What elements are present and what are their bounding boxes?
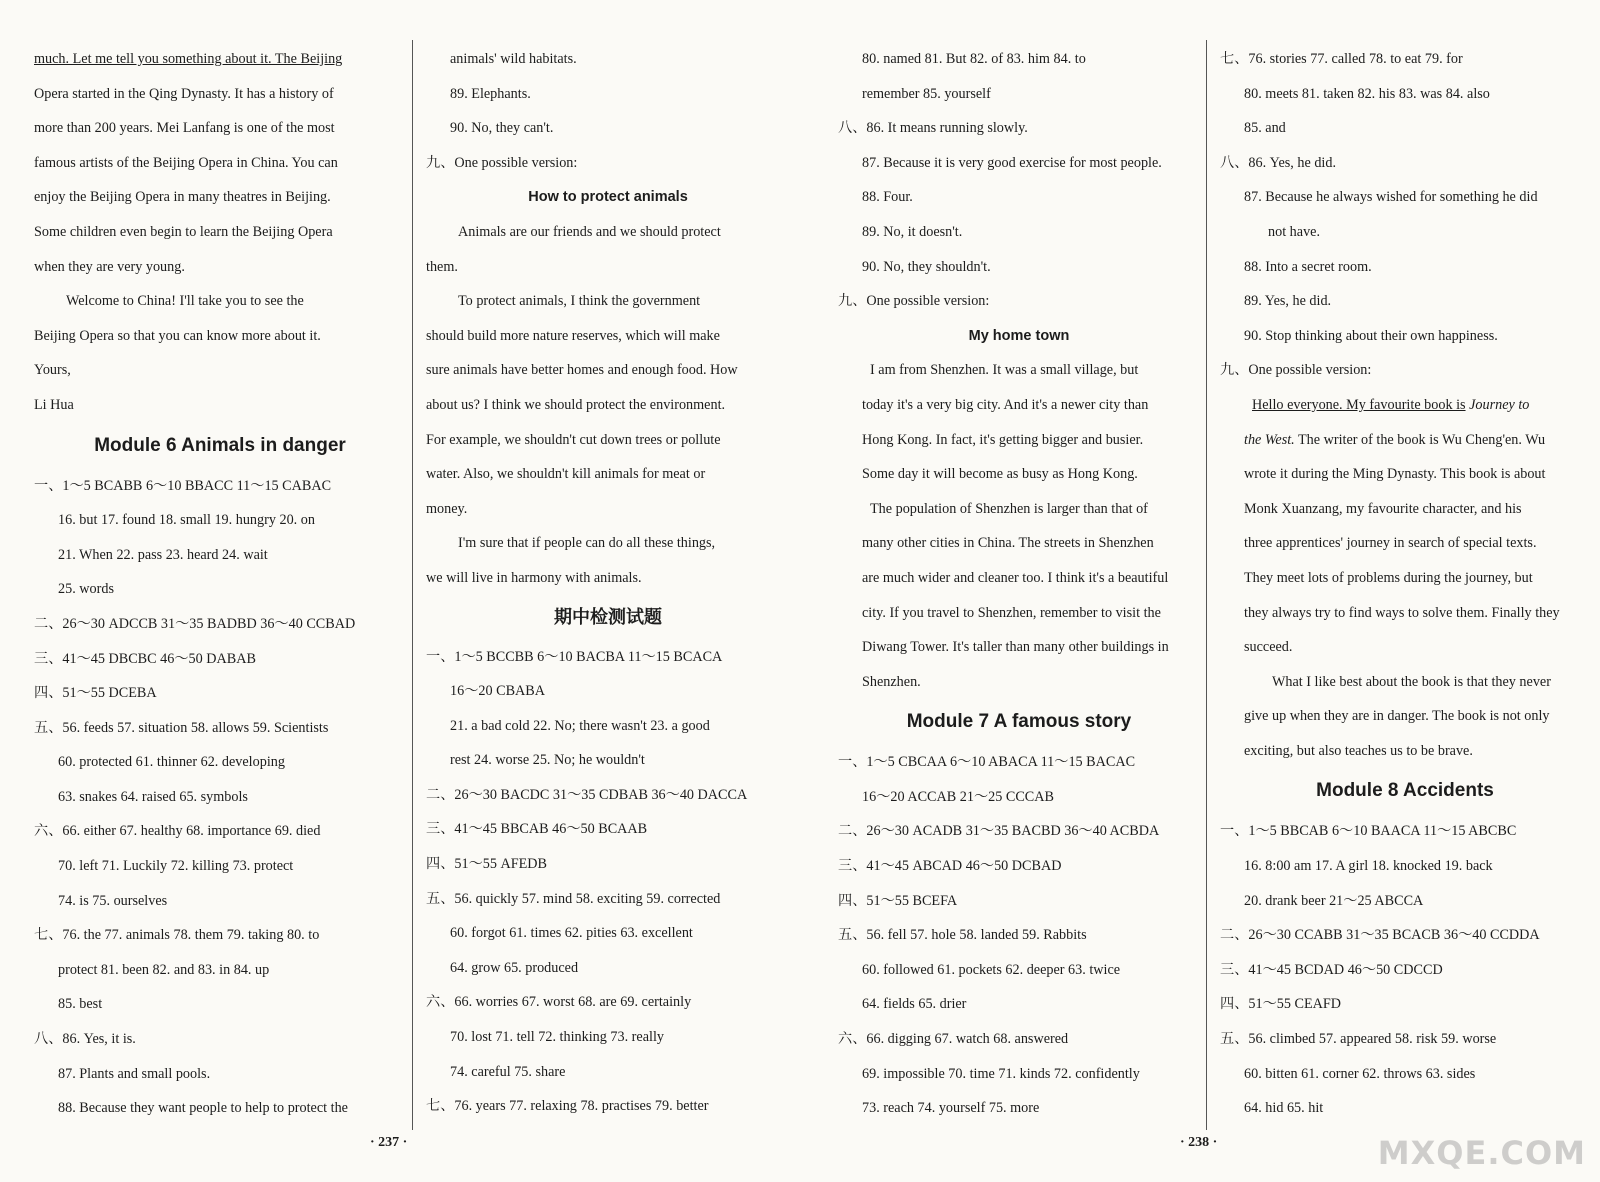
answer-line: 九、One possible version: — [838, 293, 990, 310]
essay-line: Diwang Tower. It's taller than many other buildings in — [862, 639, 1169, 656]
answer-line: 64. fields 65. drier — [862, 996, 967, 1013]
column-1 — [34, 42, 406, 1126]
essay-line: Hong Kong. In fact, it's getting bigger and busier. — [862, 431, 1144, 448]
column-3 — [838, 42, 1200, 1126]
answer-line: 21. When 22. pass 23. heard 24. wait — [58, 546, 268, 563]
essay-line: them. — [426, 258, 458, 275]
essay-line: What I like best about the book is that they never — [1272, 673, 1551, 690]
answer-line: 四、51～55 CEAFD — [1220, 996, 1341, 1013]
essay-line: sure animals have better homes and enough food. How — [426, 362, 738, 379]
answer-line: 85. best — [58, 996, 103, 1013]
answer-line: 90. No, they shouldn't. — [862, 258, 991, 275]
essay-line: To protect animals, I think the government — [458, 293, 701, 310]
answer-line: 89. No, it doesn't. — [862, 223, 963, 240]
answer-line: 80. meets 81. taken 82. his 83. was 84. also — [1244, 85, 1490, 102]
essay-title: How to protect animals — [528, 189, 688, 206]
essay-line: city. If you travel to Shenzhen, remember to visit the — [862, 604, 1161, 621]
answer-line: 64. hid 65. hit — [1244, 1100, 1324, 1117]
answer-line: 74. is 75. ourselves — [58, 892, 168, 909]
answer-line: 74. careful 75. share — [450, 1063, 566, 1080]
answer-line: 八、86. Yes, he did. — [1220, 154, 1337, 171]
section-heading: 期中检测试题 — [554, 606, 662, 628]
essay-line: Monk Xuanzang, my favourite character, and his — [1244, 500, 1522, 517]
answer-line: 70. left 71. Luckily 72. killing 73. protect — [58, 858, 294, 875]
answer-line: 一、1～5 BCABB 6～10 BBACC 11～15 CABAC — [34, 477, 332, 494]
answer-line: 五、56. quickly 57. mind 58. exciting 59. corrected — [426, 890, 721, 907]
watermark-logo: MXQE.COM — [1377, 1134, 1586, 1172]
essay-line: Animals are our friends and we should protect — [458, 223, 721, 240]
essay-line: give up when they are in danger. The book is not only — [1244, 708, 1550, 725]
answer-line: 一、1～5 CBCAA 6～10 ABACA 11～15 BACAC — [838, 754, 1136, 771]
module-heading: Module 7 A famous story — [906, 711, 1132, 733]
letter-line: Welcome to China! I'll take you to see the — [66, 293, 304, 310]
essay-line: wrote it during the Ming Dynasty. This book is about — [1244, 466, 1546, 483]
answer-line: 五、56. climbed 57. appeared 58. risk 59. worse — [1220, 1031, 1497, 1048]
answer-line: not have. — [1268, 223, 1321, 240]
letter-line: Some children even begin to learn the Beijing Opera — [34, 223, 333, 240]
essay-line: They meet lots of problems during the journey, but — [1244, 569, 1533, 586]
answer-line: 二、26～30 ACADB 31～35 BACBD 36～40 ACBDA — [838, 823, 1160, 840]
answer-line: 73. reach 74. yourself 75. more — [862, 1100, 1040, 1117]
answer-line: 二、26～30 BACDC 31～35 CDBAB 36～40 DACCA — [426, 786, 748, 803]
answer-line: 60. bitten 61. corner 62. throws 63. sides — [1244, 1065, 1476, 1082]
module-heading: Module 8 Accidents — [1316, 780, 1494, 802]
answer-line: 60. forgot 61. times 62. pities 63. excellent — [450, 925, 693, 942]
answer-line: 60. followed 61. pockets 62. deeper 63. twice — [862, 961, 1121, 978]
column-divider — [412, 40, 413, 1130]
essay-line: the West. The writer of the book is Wu Cheng'en. Wu — [1244, 431, 1546, 448]
answer-line: 88. Because they want people to help to protect the — [58, 1100, 348, 1117]
essay-line: should build more nature reserves, which will make — [426, 327, 720, 344]
answer-line: 三、41～45 BCDAD 46～50 CDCCD — [1220, 961, 1443, 978]
essay-line: they always try to find ways to solve them. Finally they — [1244, 604, 1560, 621]
answer-line: 一、1～5 BBCAB 6～10 BAACA 11～15 ABCBC — [1220, 823, 1517, 840]
essay-title: My home town — [968, 327, 1070, 344]
essay-line: Some day it will become as busy as Hong Kong. — [862, 466, 1138, 483]
answer-line: 四、51～55 DCEBA — [34, 685, 157, 702]
letter-closing: Yours, — [34, 362, 71, 379]
letter-line: famous artists of the Beijing Opera in China. You can — [34, 154, 338, 171]
answer-line: 二、26～30 CCABB 31～35 BCACB 36～40 CCDDA — [1220, 927, 1540, 944]
essay-line: exciting, but also teaches us to be brave. — [1244, 742, 1473, 759]
essay-line: about us? I think we should protect the environment. — [426, 396, 726, 413]
essay-line: money. — [426, 500, 468, 517]
page-number-left: · 237 · — [370, 1135, 408, 1150]
answer-line: 六、66. digging 67. watch 68. answered — [838, 1031, 1069, 1048]
answer-line: 87. Because he always wished for something he did — [1244, 189, 1538, 206]
essay-line: today it's a very big city. And it's a newer city than — [862, 396, 1149, 413]
answer-line: 25. words — [58, 581, 114, 598]
answer-line: 90. No, they can't. — [450, 120, 554, 137]
answer-line: 21. a bad cold 22. No; there wasn't 23. a good — [450, 717, 710, 734]
answer-line: 64. grow 65. produced — [450, 959, 579, 976]
answer-line: 90. Stop thinking about their own happiness. — [1244, 327, 1498, 344]
answer-line: 二、26～30 ADCCB 31～35 BADBD 36～40 CCBAD — [34, 615, 356, 632]
letter-line: enjoy the Beijing Opera in many theatres in Beijing. — [34, 189, 331, 206]
page-number-right: · 238 · — [1180, 1135, 1218, 1150]
answer-line: 88. Into a secret room. — [1244, 258, 1372, 275]
answer-line: 87. Because it is very good exercise for most people. — [862, 154, 1162, 171]
answer-line: 八、86. It means running slowly. — [838, 120, 1028, 137]
letter-line: when they are very young. — [34, 258, 185, 275]
answer-line: 五、56. fell 57. hole 58. landed 59. Rabbits — [838, 927, 1087, 944]
answer-line: 16～20 CBABA — [450, 683, 545, 700]
essay-line: succeed. — [1244, 639, 1293, 656]
letter-line: more than 200 years. Mei Lanfang is one of the most — [34, 120, 335, 137]
answer-line: remember 85. yourself — [862, 85, 991, 102]
answer-line: 八、86. Yes, it is. — [34, 1031, 136, 1048]
answer-line: 80. named 81. But 82. of 83. him 84. to — [862, 51, 1086, 67]
answer-line: 三、41～45 DBCBC 46～50 DABAB — [34, 650, 256, 667]
letter-line: Beijing Opera so that you can know more about it. — [34, 327, 321, 344]
answer-line: 六、66. worries 67. worst 68. are 69. certainly — [426, 994, 692, 1011]
essay-line: three apprentices' journey in search of special texts. — [1244, 535, 1537, 552]
letter-signature: Li Hua — [34, 396, 74, 413]
answer-line: 69. impossible 70. time 71. kinds 72. confidently — [862, 1065, 1140, 1082]
letter-line: Opera started in the Qing Dynasty. It has a history of — [34, 85, 334, 102]
answer-line: 88. Four. — [862, 189, 913, 206]
essay-line: many other cities in China. The streets in Shenzhen — [862, 535, 1154, 552]
column-2 — [426, 42, 790, 1124]
answer-line: 七、76. the 77. animals 78. them 79. taking 80. to — [34, 927, 320, 944]
answer-line: 四、51～55 AFEDB — [426, 856, 547, 873]
module-heading: Module 6 Animals in danger — [94, 434, 346, 456]
essay-line: are much wider and cleaner too. I think it's a beautiful — [862, 569, 1169, 586]
answer-line: 七、76. stories 77. called 78. to eat 79. for — [1220, 51, 1463, 67]
essay-line: I'm sure that if people can do all these things, — [458, 535, 716, 552]
answer-line: 16～20 ACCAB 21～25 CCCAB — [862, 788, 1054, 805]
essay-line: we will live in harmony with animals. — [426, 569, 642, 586]
answer-line: 63. snakes 64. raised 65. symbols — [58, 788, 248, 805]
essay-line: water. Also, we shouldn't kill animals for meat or — [426, 466, 706, 483]
essay-line: Hello everyone. My favourite book is Journey to — [1252, 396, 1530, 413]
answer-line: 89. Elephants. — [450, 85, 531, 102]
answer-line: animals' wild habitats. — [450, 51, 577, 67]
answer-line: 四、51～55 BCEFA — [838, 892, 958, 909]
answer-line: 九、One possible version: — [426, 154, 578, 171]
answer-line: 五、56. feeds 57. situation 58. allows 59. Scientists — [34, 719, 329, 736]
answer-line: 七、76. years 77. relaxing 78. practises 79. better — [426, 1098, 709, 1115]
column-divider — [1206, 40, 1207, 1130]
letter-line: much. Let me tell you something about it. The Beijing — [34, 51, 343, 67]
answer-line: rest 24. worse 25. No; he wouldn't — [450, 752, 645, 769]
answer-line: 16. but 17. found 18. small 19. hungry 20. on — [58, 512, 315, 529]
answer-line: 20. drank beer 21～25 ABCCA — [1244, 892, 1424, 909]
answer-line: 89. Yes, he did. — [1244, 293, 1332, 310]
answer-line: 一、1～5 BCCBB 6～10 BACBA 11～15 BCACA — [426, 648, 723, 665]
answer-line: 六、66. either 67. healthy 68. importance 69. died — [34, 823, 321, 840]
essay-line: Shenzhen. — [862, 673, 921, 690]
answer-line: 16. 8:00 am 17. A girl 18. knocked 19. back — [1244, 858, 1493, 875]
answer-line: 九、One possible version: — [1220, 362, 1372, 379]
column-4 — [1220, 42, 1590, 1126]
answer-line: 85. and — [1244, 120, 1286, 137]
essay-line: I am from Shenzhen. It was a small village, but — [870, 362, 1139, 379]
answer-line: protect 81. been 82. and 83. in 84. up — [58, 961, 270, 978]
essay-line: The population of Shenzhen is larger than that of — [870, 500, 1148, 517]
answer-line: 三、41～45 ABCAD 46～50 DCBAD — [838, 858, 1062, 875]
answer-line: 87. Plants and small pools. — [58, 1065, 211, 1082]
answer-line: 70. lost 71. tell 72. thinking 73. really — [450, 1029, 664, 1046]
answer-line: 60. protected 61. thinner 62. developing — [58, 754, 285, 771]
essay-line: For example, we shouldn't cut down trees or pollute — [426, 431, 721, 448]
answer-line: 三、41～45 BBCAB 46～50 BCAAB — [426, 821, 648, 838]
